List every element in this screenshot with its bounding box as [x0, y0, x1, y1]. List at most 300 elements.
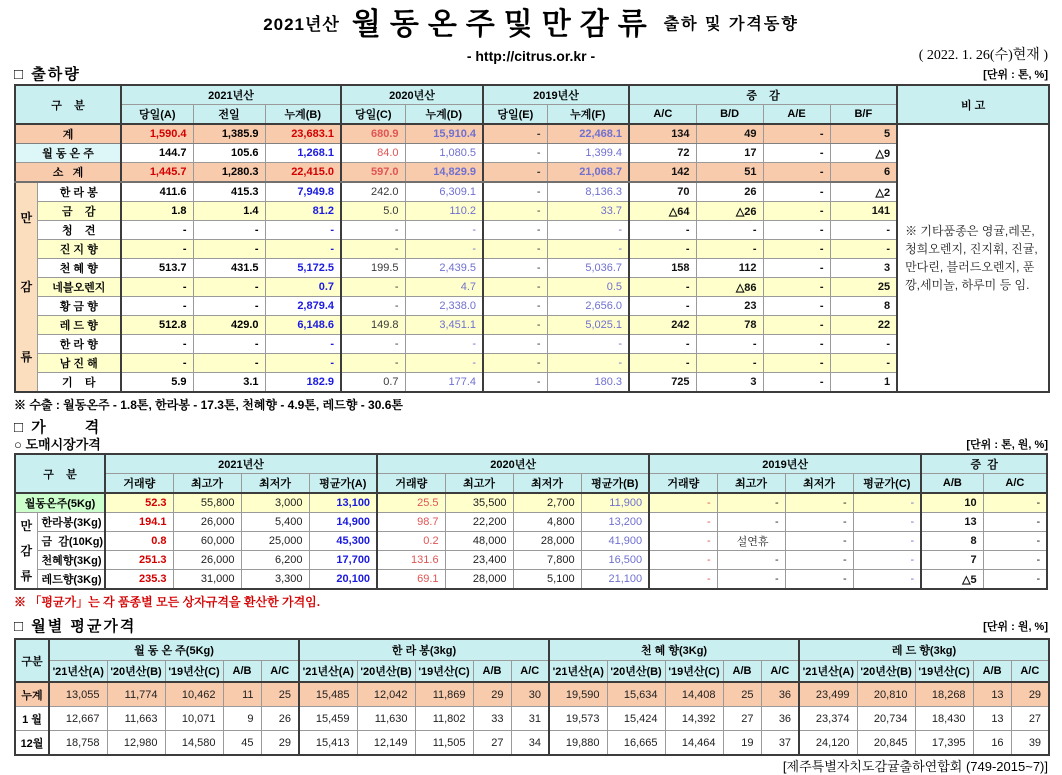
price-row: [15, 532, 1047, 551]
col-header: '21년산(A): [549, 661, 607, 683]
cell: 30: [511, 682, 549, 707]
cell: 13,100: [309, 493, 377, 513]
cell: 180.3: [547, 373, 629, 393]
cell: 17: [696, 144, 763, 163]
price-row: [15, 493, 1047, 513]
wholesale-title: ○ 도매시장가격: [14, 437, 101, 452]
cell: 235.3: [105, 570, 173, 590]
monthly-header-cols: [15, 661, 1049, 683]
cell: -: [405, 354, 483, 373]
cell: -: [547, 240, 629, 259]
row-label: 한 라 봉: [37, 182, 121, 202]
cell: 1,385.9: [193, 124, 265, 144]
cell: 29: [473, 682, 511, 707]
cell: 0.2: [377, 532, 445, 551]
cell: 23: [696, 297, 763, 316]
row-label: 월동온주(5Kg): [15, 493, 105, 513]
cell: 60,000: [173, 532, 241, 551]
cell: 98.7: [377, 513, 445, 532]
cell: 72: [629, 144, 696, 163]
col-header: A/C: [629, 105, 696, 125]
shipment-row: [15, 202, 1049, 221]
cell: 1,280.3: [193, 163, 265, 183]
cell: 16,665: [607, 731, 665, 756]
row-label: 누계: [15, 682, 49, 707]
price-section-header: [14, 419, 1048, 437]
cell: △86: [696, 278, 763, 297]
cell: 8,136.3: [547, 182, 629, 202]
cell: 18,758: [49, 731, 107, 756]
remarks-cell: ※ 기타품종은 영귤,레몬, 청희오렌지, 진지휘, 진귤, 만다린, 블러드오렌지, 푼깡,세미놀, 하루미 등 임.: [897, 124, 1049, 392]
cell: 1.4: [193, 202, 265, 221]
cell: 3,451.1: [405, 316, 483, 335]
cell: 3: [696, 373, 763, 393]
row-label: 남 진 해: [37, 354, 121, 373]
col-group-change: 증 감: [629, 85, 897, 105]
cell: -: [483, 297, 547, 316]
cell: 11,869: [415, 682, 473, 707]
shipment-row: [15, 163, 1049, 183]
cell: -: [405, 335, 483, 354]
cell: -: [696, 221, 763, 240]
shipment-row: [15, 354, 1049, 373]
cell: 6: [830, 163, 897, 183]
cell: 7,800: [513, 551, 581, 570]
cell: -: [763, 354, 830, 373]
col-header: '21년산(A): [49, 661, 107, 683]
cell: -: [763, 221, 830, 240]
cell: 31: [511, 707, 549, 731]
cell: -: [983, 551, 1047, 570]
col-group-change: 증 감: [921, 454, 1047, 474]
col-header: '21년산(A): [299, 661, 357, 683]
cell: 177.4: [405, 373, 483, 393]
cell: 4.7: [405, 278, 483, 297]
cell: 1.8: [121, 202, 193, 221]
cell: -: [649, 570, 717, 590]
cell: -: [717, 570, 785, 590]
cell: 36: [761, 707, 799, 731]
row-label: 레 드 향: [37, 316, 121, 335]
cell: -: [341, 297, 405, 316]
shipment-row: [15, 182, 1049, 202]
cell: 0.5: [547, 278, 629, 297]
cell: 55,800: [173, 493, 241, 513]
cell: -: [983, 532, 1047, 551]
cell: -: [717, 551, 785, 570]
cell: 0.7: [341, 373, 405, 393]
cell: 33.7: [547, 202, 629, 221]
col-header: '19년산(C): [415, 661, 473, 683]
footer-org: [제주특별자치도감귤출하연합회 (749-2015~7)]: [782, 759, 1048, 774]
cell: 26,000: [173, 513, 241, 532]
cell: 22,415.0: [265, 163, 341, 183]
row-label: 12월: [15, 731, 49, 756]
cell: -: [763, 335, 830, 354]
cell: 182.9: [265, 373, 341, 393]
cell: 0.7: [265, 278, 341, 297]
cell: 5,100: [513, 570, 581, 590]
shipment-row: [15, 259, 1049, 278]
col-header: '20년산(B): [857, 661, 915, 683]
cell: -: [483, 144, 547, 163]
cell: 11,774: [107, 682, 165, 707]
cell: 22,200: [445, 513, 513, 532]
col-header: 누계(F): [547, 105, 629, 125]
cell: -: [193, 221, 265, 240]
cell: 45: [223, 731, 261, 756]
col-header: B/F: [830, 105, 897, 125]
cell: 8: [921, 532, 983, 551]
cell: 131.6: [377, 551, 445, 570]
cell: 14,580: [165, 731, 223, 756]
cell: 49: [696, 124, 763, 144]
cell: 13,055: [49, 682, 107, 707]
title-main: 월동온주및만감류: [351, 8, 656, 41]
cell: -: [696, 354, 763, 373]
cell: -: [785, 513, 853, 532]
cell: 25: [830, 278, 897, 297]
cell: -: [629, 335, 696, 354]
shipment-section-header: [14, 66, 1048, 84]
shipment-row: [15, 144, 1049, 163]
cell: 11,630: [357, 707, 415, 731]
cell: 25: [261, 682, 299, 707]
cell: -: [983, 570, 1047, 590]
cell: -: [830, 335, 897, 354]
price-row: [15, 551, 1047, 570]
cell: 199.5: [341, 259, 405, 278]
cell: 78: [696, 316, 763, 335]
cell: -: [649, 513, 717, 532]
cell: -: [193, 278, 265, 297]
cell: 설연휴: [717, 532, 785, 551]
cell: 27: [1011, 707, 1049, 731]
monthly-header-groups: [15, 639, 1049, 661]
cell: -: [483, 335, 547, 354]
col-header: A/C: [761, 661, 799, 683]
title-subtitle: 출하 및 가격동향: [663, 16, 799, 33]
manggam-vertical-label: 만 감 류: [15, 182, 37, 392]
cell: 18,430: [915, 707, 973, 731]
col-header-gubun: 구 분: [15, 454, 105, 493]
cell: -: [547, 335, 629, 354]
shipment-row: [15, 316, 1049, 335]
col-group-2019: 2019년산: [649, 454, 921, 474]
col-group-wintertangerine: 월 동 온 주(5Kg): [49, 639, 299, 661]
cell: 725: [629, 373, 696, 393]
cell: -: [629, 278, 696, 297]
cell: -: [763, 202, 830, 221]
row-label: 1 월: [15, 707, 49, 731]
col-header: 누계(D): [405, 105, 483, 125]
cell: 26,000: [173, 551, 241, 570]
avg-price-note: ※ 「평균가」는 각 품종별 모든 상자규격을 환산한 가격임.: [14, 595, 321, 609]
cell: 20,845: [857, 731, 915, 756]
cell: -: [763, 124, 830, 144]
cell: -: [696, 335, 763, 354]
title-subline: [14, 46, 1048, 66]
cell: 69.1: [377, 570, 445, 590]
cell: 3,000: [241, 493, 309, 513]
cell: 84.0: [341, 144, 405, 163]
cell: 251.3: [105, 551, 173, 570]
cell: -: [483, 221, 547, 240]
cell: △2: [830, 182, 897, 202]
col-header: A/E: [763, 105, 830, 125]
cell: 2,439.5: [405, 259, 483, 278]
manggam-vertical-label: 만 감 류: [15, 513, 37, 590]
cell: △9: [830, 144, 897, 163]
shipment-row: [15, 124, 1049, 144]
col-group-2021: 2021년산: [105, 454, 377, 474]
cell: -: [649, 551, 717, 570]
cell: 141: [830, 202, 897, 221]
cell: -: [341, 240, 405, 259]
cell: 512.8: [121, 316, 193, 335]
cell: 2,656.0: [547, 297, 629, 316]
col-header: '20년산(B): [107, 661, 165, 683]
cell: -: [763, 373, 830, 393]
cell: -: [763, 163, 830, 183]
cell: -: [341, 335, 405, 354]
cell: 15,910.4: [405, 124, 483, 144]
col-header: A/C: [1011, 661, 1049, 683]
cell: -: [405, 240, 483, 259]
col-header-gubun: 구 분: [15, 85, 121, 124]
cell: 411.6: [121, 182, 193, 202]
row-label: 청 견: [37, 221, 121, 240]
shipment-row: [15, 278, 1049, 297]
cell: -: [983, 493, 1047, 513]
cell: -: [629, 240, 696, 259]
cell: 6,309.1: [405, 182, 483, 202]
cell: 22: [830, 316, 897, 335]
shipment-row: [15, 240, 1049, 259]
cell: 21,100: [581, 570, 649, 590]
cell: 27: [723, 707, 761, 731]
cell: 12,042: [357, 682, 415, 707]
cell: 33: [473, 707, 511, 731]
shipment-row: [15, 373, 1049, 393]
cell: -: [341, 354, 405, 373]
row-label: 기 타: [37, 373, 121, 393]
cell: -: [547, 354, 629, 373]
cell: 29: [1011, 682, 1049, 707]
cell: 112: [696, 259, 763, 278]
cell: -: [265, 335, 341, 354]
cell: -: [785, 493, 853, 513]
cell: 6,200: [241, 551, 309, 570]
cell: 15,485: [299, 682, 357, 707]
cell: 23,683.1: [265, 124, 341, 144]
cell: -: [763, 316, 830, 335]
cell: 20,734: [857, 707, 915, 731]
cell: 26: [261, 707, 299, 731]
shipment-row: [15, 297, 1049, 316]
col-group-redhyang: 레 드 향(3kg): [799, 639, 1049, 661]
cell: 6,148.6: [265, 316, 341, 335]
cell: 28,000: [445, 570, 513, 590]
cell: 12,667: [49, 707, 107, 731]
cell: -: [830, 221, 897, 240]
cell: 13,200: [581, 513, 649, 532]
cell: 25: [723, 682, 761, 707]
col-header: 누계(B): [265, 105, 341, 125]
price-header-cols: [15, 474, 1047, 494]
row-label: 계: [15, 124, 121, 144]
cell: 10,071: [165, 707, 223, 731]
cell: 28,000: [513, 532, 581, 551]
cell: 23,374: [799, 707, 857, 731]
col-header: '19년산(C): [915, 661, 973, 683]
cell: △26: [696, 202, 763, 221]
cell: 26: [696, 182, 763, 202]
cell: -: [483, 373, 547, 393]
col-group-cheonhyehyang: 천 혜 향(3Kg): [549, 639, 799, 661]
shipment-row: [15, 335, 1049, 354]
col-header: 당일(C): [341, 105, 405, 125]
cell: 431.5: [193, 259, 265, 278]
cell: △64: [629, 202, 696, 221]
cell: 1,399.4: [547, 144, 629, 163]
cell: 12,980: [107, 731, 165, 756]
col-group-2020: 2020년산: [377, 454, 649, 474]
cell: 14,464: [665, 731, 723, 756]
col-header: 최고가: [445, 474, 513, 494]
cell: 20,810: [857, 682, 915, 707]
cell: 15,424: [607, 707, 665, 731]
monthly-section-header: [14, 618, 1048, 636]
shipment-section-title: □ 출하량: [14, 66, 81, 83]
cell: -: [983, 513, 1047, 532]
cell: 3: [830, 259, 897, 278]
col-header: '20년산(B): [357, 661, 415, 683]
row-label: 월 동 온 주: [15, 144, 121, 163]
cell: -: [717, 493, 785, 513]
cell: 5,025.1: [547, 316, 629, 335]
cell: 429.0: [193, 316, 265, 335]
cell: 5: [830, 124, 897, 144]
cell: 2,700: [513, 493, 581, 513]
col-header: '20년산(B): [607, 661, 665, 683]
cell: 21,068.7: [547, 163, 629, 183]
cell: 11,802: [415, 707, 473, 731]
row-label: 진 지 향: [37, 240, 121, 259]
cell: -: [853, 513, 921, 532]
row-label: 한 라 향: [37, 335, 121, 354]
shipment-header-cols: [15, 105, 1049, 125]
col-group-2020: 2020년산: [341, 85, 483, 105]
cell: -: [853, 570, 921, 590]
cell: 7: [921, 551, 983, 570]
cell: 25.5: [377, 493, 445, 513]
cell: 14,900: [309, 513, 377, 532]
cell: 11,505: [415, 731, 473, 756]
cell: -: [717, 513, 785, 532]
cell: 16: [973, 731, 1011, 756]
cell: 1,080.5: [405, 144, 483, 163]
col-header: 평균가(A): [309, 474, 377, 494]
col-header: 평균가(C): [853, 474, 921, 494]
col-header: 최고가: [717, 474, 785, 494]
row-label: 네블오렌지: [37, 278, 121, 297]
price-unit-label: [단위 : 톤, 원, %]: [966, 439, 1048, 451]
report-date: ( 2022. 1. 26(수)현재 ): [918, 48, 1048, 63]
cell: -: [853, 493, 921, 513]
cell: -: [763, 240, 830, 259]
monthly-row: [15, 682, 1049, 707]
cell: 2,338.0: [405, 297, 483, 316]
cell: 23,499: [799, 682, 857, 707]
cell: 10: [921, 493, 983, 513]
cell: 11,663: [107, 707, 165, 731]
wholesale-subsection: [14, 437, 1048, 453]
row-label: 한라봉(3Kg): [37, 513, 105, 532]
col-header: A/B: [723, 661, 761, 683]
cell: 5,400: [241, 513, 309, 532]
monthly-section-title: □ 월별 평균가격: [14, 618, 137, 635]
cell: -: [483, 240, 547, 259]
cell: 149.8: [341, 316, 405, 335]
cell: 48,000: [445, 532, 513, 551]
cell: -: [121, 221, 193, 240]
cell: -: [853, 551, 921, 570]
cell: 51: [696, 163, 763, 183]
price-row: [15, 513, 1047, 532]
cell: 17,700: [309, 551, 377, 570]
cell: 14,392: [665, 707, 723, 731]
cell: 1,268.1: [265, 144, 341, 163]
cell: -: [649, 532, 717, 551]
cell: 18,268: [915, 682, 973, 707]
cell: -: [121, 240, 193, 259]
cell: -: [405, 221, 483, 240]
cell: 81.2: [265, 202, 341, 221]
wholesale-price-table: [14, 453, 1048, 590]
cell: -: [763, 182, 830, 202]
cell: -: [483, 354, 547, 373]
export-note: ※ 수출 : 월동온주 - 1.8톤, 한라봉 - 17.3톤, 천혜향 - 4.9톤, 레드향 - 30.6톤: [14, 398, 403, 412]
cell: 17,395: [915, 731, 973, 756]
cell: 5.9: [121, 373, 193, 393]
cell: 70: [629, 182, 696, 202]
cell: 1,445.7: [121, 163, 193, 183]
cell: 144.7: [121, 144, 193, 163]
cell: 14,829.9: [405, 163, 483, 183]
row-label: 소 계: [15, 163, 121, 183]
cell: 3,300: [241, 570, 309, 590]
cell: -: [121, 335, 193, 354]
monthly-row: [15, 731, 1049, 756]
cell: 36: [761, 682, 799, 707]
cell: 5.0: [341, 202, 405, 221]
cell: -: [121, 354, 193, 373]
cell: 3.1: [193, 373, 265, 393]
cell: -: [649, 493, 717, 513]
cell: 19: [723, 731, 761, 756]
col-header: 최저가: [513, 474, 581, 494]
cell: 8: [830, 297, 897, 316]
price-header-groups: [15, 454, 1047, 474]
cell: -: [483, 259, 547, 278]
cell: -: [483, 182, 547, 202]
cell: -: [763, 278, 830, 297]
cell: 194.1: [105, 513, 173, 532]
cell: -: [265, 354, 341, 373]
shipment-row: [15, 221, 1049, 240]
col-header: A/B: [223, 661, 261, 683]
